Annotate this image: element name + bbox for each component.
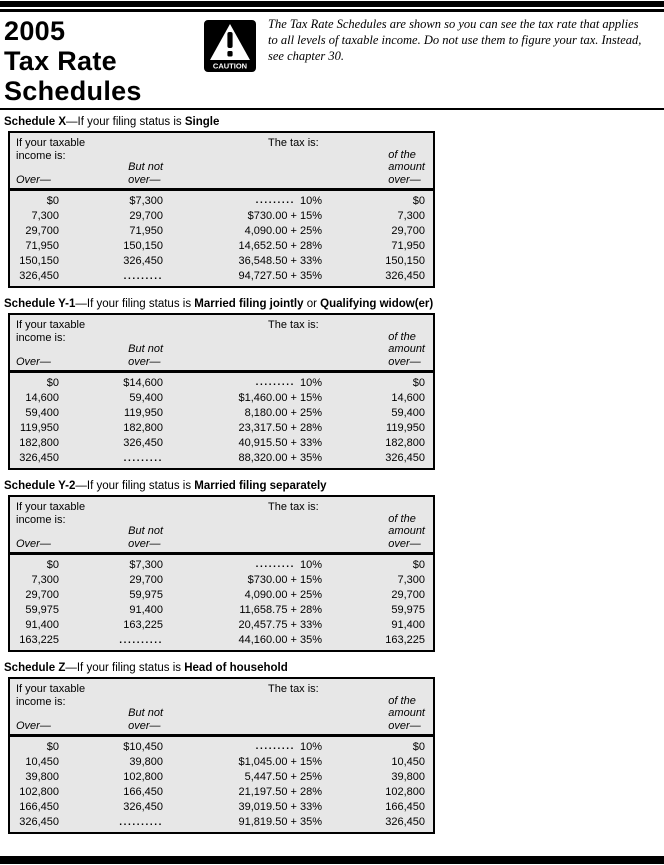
schedule-section bbox=[4, 662, 664, 834]
schedule-title-part: Single bbox=[184, 116, 220, 128]
schedule-section bbox=[4, 116, 664, 288]
tax-value: 39,019.50 + 33% bbox=[238, 801, 322, 813]
tax-value: 44,160.00 + 35% bbox=[238, 634, 322, 646]
cell-of-amount: 10,450 bbox=[391, 756, 425, 768]
cell-over: 7,300 bbox=[31, 574, 59, 586]
cell-over: $0 bbox=[46, 741, 59, 753]
col-header-taxable-income: If your taxable income is: bbox=[16, 683, 86, 708]
table-header bbox=[10, 497, 433, 555]
table-row bbox=[10, 224, 433, 239]
table-row bbox=[10, 194, 433, 209]
tax-value: $730.00 + 15% bbox=[247, 210, 322, 222]
schedule-title bbox=[4, 480, 664, 493]
cell-tax bbox=[168, 239, 328, 254]
tax-value: 21,197.50 + 28% bbox=[238, 786, 322, 798]
schedule-title-part: Schedule Y-1 bbox=[4, 298, 76, 310]
col-header-of-amount-line: of the bbox=[388, 694, 416, 707]
col-header-taxable-income: If your taxable income is: bbox=[16, 137, 86, 162]
cell-over: 14,600 bbox=[25, 392, 59, 404]
col-header-over: Over— bbox=[16, 719, 51, 732]
cell-of-amount: $0 bbox=[412, 741, 425, 753]
bottom-whitespace bbox=[0, 844, 664, 856]
tax-value: 40,915.50 + 33% bbox=[238, 437, 322, 449]
cell-but-not-over: ......... bbox=[123, 453, 163, 464]
col-header-but-not-over-line: over— bbox=[128, 537, 161, 550]
col-header-taxable-income: If your taxable income is: bbox=[16, 319, 86, 344]
cell-over: 10,450 bbox=[25, 756, 59, 768]
cell-over: 326,450 bbox=[19, 452, 59, 464]
col-header-of-amount-line: of the bbox=[388, 512, 416, 525]
col-header-but-not-over bbox=[62, 707, 168, 732]
schedule-title-part: —If your filing status is bbox=[75, 298, 195, 310]
col-header-of-amount-line: over— bbox=[388, 719, 421, 732]
col-header-tax-is: The tax is: bbox=[268, 319, 319, 331]
cell-but-not-over: 29,700 bbox=[129, 210, 163, 222]
tax-value: 20,457.75 + 33% bbox=[238, 619, 322, 631]
cell-tax bbox=[168, 815, 328, 830]
cell-over: 163,225 bbox=[19, 634, 59, 646]
schedules bbox=[0, 110, 664, 844]
cell-over: 119,950 bbox=[20, 422, 59, 434]
col-header-of-amount-line: over— bbox=[388, 537, 421, 550]
schedule-title-part: Schedule Y-2 bbox=[4, 480, 76, 492]
cell-over: 7,300 bbox=[31, 210, 59, 222]
tax-value: 88,320.00 + 35% bbox=[238, 452, 322, 464]
table-header bbox=[10, 679, 433, 737]
cell-of-amount: 14,600 bbox=[391, 392, 425, 404]
cell-of-amount: 163,225 bbox=[385, 634, 425, 646]
table-row bbox=[10, 618, 433, 633]
cell-over: 182,800 bbox=[19, 437, 59, 449]
caution-icon-label: CAUTION bbox=[212, 61, 248, 71]
cell-over: 71,950 bbox=[25, 240, 59, 252]
table-row bbox=[10, 815, 433, 830]
schedule-title-part: Schedule Z bbox=[4, 662, 66, 674]
cell-of-amount: 59,400 bbox=[391, 407, 425, 419]
tax-value: 23,317.50 + 28% bbox=[238, 422, 322, 434]
tax-value: 36,548.50 + 33% bbox=[238, 255, 322, 267]
tax-value: $1,045.00 + 15% bbox=[238, 756, 322, 768]
cell-of-amount: 7,300 bbox=[397, 210, 425, 222]
table-body bbox=[10, 191, 433, 286]
column-header-row bbox=[10, 149, 433, 187]
tax-value: 94,727.50 + 35% bbox=[238, 270, 322, 282]
cell-tax bbox=[168, 573, 328, 588]
col-header-of-amount-line: over— bbox=[388, 173, 421, 186]
cell-but-not-over: 29,700 bbox=[129, 574, 163, 586]
tax-value: 4,090.00 + 25% bbox=[244, 589, 322, 601]
table-row bbox=[10, 633, 433, 648]
dotted-leader: ......... bbox=[255, 195, 295, 206]
cell-tax bbox=[168, 391, 328, 406]
cell-of-amount: $0 bbox=[412, 195, 425, 207]
caution-note-line: to all levels of taxable income. Do not use them to figure your tax. Instead, bbox=[268, 33, 642, 47]
col-header-tax-is: The tax is: bbox=[268, 137, 319, 149]
cell-over: 166,450 bbox=[19, 801, 59, 813]
table-row bbox=[10, 269, 433, 284]
dotted-leader: ......... bbox=[255, 559, 295, 570]
column-header-row bbox=[10, 331, 433, 369]
table-row bbox=[10, 254, 433, 269]
cell-tax bbox=[168, 254, 328, 269]
col-header-but-not-over-line: But not bbox=[128, 343, 163, 355]
cell-tax bbox=[168, 269, 328, 284]
schedule-title bbox=[4, 116, 664, 129]
schedule-section bbox=[4, 298, 664, 470]
cell-tax bbox=[168, 194, 328, 209]
cell-over: $0 bbox=[46, 377, 59, 389]
schedule-title bbox=[4, 662, 664, 675]
table-row bbox=[10, 451, 433, 466]
cell-of-amount: 182,800 bbox=[385, 437, 425, 449]
cell-over: 29,700 bbox=[25, 225, 59, 237]
col-header-over: Over— bbox=[16, 173, 51, 186]
schedule-title bbox=[4, 298, 664, 311]
col-header-but-not-over bbox=[62, 161, 168, 186]
schedule-title-part: Schedule X bbox=[4, 116, 66, 128]
table-row bbox=[10, 406, 433, 421]
cell-tax bbox=[168, 588, 328, 603]
cell-over: $0 bbox=[46, 559, 59, 571]
page-title bbox=[4, 16, 204, 106]
cell-but-not-over: 163,225 bbox=[123, 619, 163, 631]
col-header-over: Over— bbox=[16, 537, 51, 550]
cell-tax bbox=[168, 436, 328, 451]
cell-but-not-over: .......... bbox=[119, 635, 163, 646]
caution-note bbox=[268, 16, 641, 64]
schedule-title-part: Married filing separately bbox=[194, 480, 327, 492]
cell-over: 326,450 bbox=[19, 816, 59, 828]
cell-but-not-over: 150,150 bbox=[123, 240, 163, 252]
cell-tax bbox=[168, 770, 328, 785]
dotted-leader: ......... bbox=[255, 741, 295, 752]
col-header-but-not-over-line: over— bbox=[128, 173, 161, 186]
col-header-over: Over— bbox=[16, 355, 51, 368]
table-body bbox=[10, 373, 433, 468]
col-header-of-amount-line: amount bbox=[388, 161, 425, 173]
cell-of-amount: 326,450 bbox=[385, 816, 425, 828]
col-header-but-not-over-line: But not bbox=[128, 707, 163, 719]
schedule-title-part: Married filing jointly bbox=[194, 298, 304, 310]
col-header-of-amount-over bbox=[328, 513, 433, 551]
table-row bbox=[10, 558, 433, 573]
table-row bbox=[10, 800, 433, 815]
dotted-leader: ......... bbox=[255, 377, 295, 388]
table-row bbox=[10, 239, 433, 254]
col-header-but-not-over bbox=[62, 525, 168, 550]
table-row bbox=[10, 785, 433, 800]
cell-but-not-over: 91,400 bbox=[129, 604, 163, 616]
tax-value: 14,652.50 + 28% bbox=[238, 240, 322, 252]
cell-over: 91,400 bbox=[25, 619, 59, 631]
col-header-of-amount-line: over— bbox=[388, 355, 421, 368]
table-row bbox=[10, 376, 433, 391]
tax-value: 10% bbox=[299, 195, 322, 207]
col-header-but-not-over-line: over— bbox=[128, 719, 161, 732]
schedule-title-part: Head of household bbox=[184, 662, 288, 674]
cell-tax bbox=[168, 603, 328, 618]
cell-but-not-over: 71,950 bbox=[129, 225, 163, 237]
table-row bbox=[10, 740, 433, 755]
schedule-section bbox=[4, 480, 664, 652]
col-header-but-not-over bbox=[62, 343, 168, 368]
tax-rate-table bbox=[8, 313, 435, 470]
column-header-row bbox=[10, 695, 433, 733]
col-header-taxable-income: If your taxable income is: bbox=[16, 501, 86, 526]
cell-but-not-over: .......... bbox=[119, 817, 163, 828]
document-header bbox=[0, 12, 664, 108]
cell-of-amount: 326,450 bbox=[385, 452, 425, 464]
cell-over: 59,975 bbox=[25, 604, 59, 616]
schedule-title-part: —If your filing status is bbox=[65, 662, 185, 674]
cell-of-amount: 71,950 bbox=[391, 240, 425, 252]
col-header-tax-is: The tax is: bbox=[268, 501, 319, 513]
schedule-title-part: Qualifying widow(er) bbox=[320, 298, 434, 310]
cell-but-not-over: 39,800 bbox=[129, 756, 163, 768]
cell-but-not-over: $14,600 bbox=[123, 377, 163, 389]
col-header-but-not-over-line: But not bbox=[128, 161, 163, 173]
caution-icon bbox=[204, 20, 256, 77]
cell-of-amount: 102,800 bbox=[385, 786, 425, 798]
col-header-of-amount-line: of the bbox=[388, 148, 416, 161]
cell-of-amount: $0 bbox=[412, 559, 425, 571]
cell-of-amount: 59,975 bbox=[391, 604, 425, 616]
cell-tax bbox=[168, 558, 328, 573]
col-header-of-amount-line: of the bbox=[388, 330, 416, 343]
cell-tax bbox=[168, 785, 328, 800]
cell-over: $0 bbox=[46, 195, 59, 207]
cell-tax bbox=[168, 740, 328, 755]
tax-value: 8,180.00 + 25% bbox=[244, 407, 322, 419]
page-title-line: Schedules bbox=[4, 76, 142, 106]
tax-value: 10% bbox=[299, 377, 322, 389]
caution-note-line: see chapter 30. bbox=[268, 49, 345, 63]
cell-over: 102,800 bbox=[19, 786, 59, 798]
table-row bbox=[10, 421, 433, 436]
cell-of-amount: 91,400 bbox=[391, 619, 425, 631]
table-header bbox=[10, 133, 433, 191]
table-row bbox=[10, 755, 433, 770]
cell-tax bbox=[168, 633, 328, 648]
cell-but-not-over: $7,300 bbox=[129, 559, 163, 571]
tax-value: $1,460.00 + 15% bbox=[238, 392, 322, 404]
cell-over: 29,700 bbox=[25, 589, 59, 601]
cell-of-amount: 326,450 bbox=[385, 270, 425, 282]
cell-of-amount: 39,800 bbox=[391, 771, 425, 783]
cell-tax bbox=[168, 618, 328, 633]
table-row bbox=[10, 391, 433, 406]
cell-of-amount: 29,700 bbox=[391, 589, 425, 601]
table-row bbox=[10, 588, 433, 603]
cell-but-not-over: ......... bbox=[123, 271, 163, 282]
cell-of-amount: 29,700 bbox=[391, 225, 425, 237]
schedule-title-part: —If your filing status is bbox=[66, 116, 185, 128]
cell-but-not-over: 59,975 bbox=[129, 589, 163, 601]
cell-over: 59,400 bbox=[25, 407, 59, 419]
page-title-line: 2005 bbox=[4, 16, 66, 46]
cell-tax bbox=[168, 451, 328, 466]
col-header-but-not-over-line: But not bbox=[128, 525, 163, 537]
cell-but-not-over: 326,450 bbox=[123, 255, 163, 267]
column-header-row bbox=[10, 513, 433, 551]
cell-but-not-over: 166,450 bbox=[123, 786, 163, 798]
tax-value: 91,819.50 + 35% bbox=[238, 816, 322, 828]
cell-tax bbox=[168, 800, 328, 815]
bottom-rule bbox=[0, 856, 664, 864]
col-header-of-amount-line: amount bbox=[388, 343, 425, 355]
tax-value: $730.00 + 15% bbox=[247, 574, 322, 586]
col-header-tax-is: The tax is: bbox=[268, 683, 319, 695]
cell-but-not-over: 119,950 bbox=[124, 407, 163, 419]
tax-value: 10% bbox=[299, 559, 322, 571]
table-row bbox=[10, 770, 433, 785]
cell-but-not-over: 102,800 bbox=[123, 771, 163, 783]
cell-tax bbox=[168, 376, 328, 391]
tax-value: 5,447.50 + 25% bbox=[244, 771, 322, 783]
tax-rate-table bbox=[8, 677, 435, 834]
cell-of-amount: 166,450 bbox=[385, 801, 425, 813]
table-body bbox=[10, 737, 433, 832]
table-row bbox=[10, 436, 433, 451]
table-row bbox=[10, 603, 433, 618]
page-title-line: Tax Rate bbox=[4, 46, 117, 76]
top-rule-thick bbox=[0, 1, 664, 7]
col-header-of-amount-line: amount bbox=[388, 525, 425, 537]
table-row bbox=[10, 573, 433, 588]
cell-tax bbox=[168, 406, 328, 421]
table-body bbox=[10, 555, 433, 650]
cell-but-not-over: $7,300 bbox=[129, 195, 163, 207]
schedule-title-part: or bbox=[303, 298, 321, 310]
col-header-of-amount-over bbox=[328, 695, 433, 733]
cell-of-amount: 150,150 bbox=[385, 255, 425, 267]
cell-over: 150,150 bbox=[19, 255, 59, 267]
col-header-of-amount-over bbox=[328, 331, 433, 369]
cell-tax bbox=[168, 209, 328, 224]
tax-value: 11,658.75 + 28% bbox=[239, 604, 322, 616]
cell-of-amount: 119,950 bbox=[386, 422, 425, 434]
table-row bbox=[10, 209, 433, 224]
table-header bbox=[10, 315, 433, 373]
tax-value: 10% bbox=[299, 741, 322, 753]
cell-over: 326,450 bbox=[19, 270, 59, 282]
col-header-but-not-over-line: over— bbox=[128, 355, 161, 368]
cell-tax bbox=[168, 755, 328, 770]
tax-rate-table bbox=[8, 495, 435, 652]
cell-over: 39,800 bbox=[25, 771, 59, 783]
cell-but-not-over: 59,400 bbox=[129, 392, 163, 404]
col-header-of-amount-line: amount bbox=[388, 707, 425, 719]
cell-of-amount: $0 bbox=[412, 377, 425, 389]
tax-value: 4,090.00 + 25% bbox=[244, 225, 322, 237]
col-header-of-amount-over bbox=[328, 149, 433, 187]
tax-rate-table bbox=[8, 131, 435, 288]
cell-but-not-over: $10,450 bbox=[123, 741, 163, 753]
cell-tax bbox=[168, 421, 328, 436]
cell-tax bbox=[168, 224, 328, 239]
cell-but-not-over: 326,450 bbox=[123, 801, 163, 813]
cell-of-amount: 7,300 bbox=[397, 574, 425, 586]
cell-but-not-over: 182,800 bbox=[123, 422, 163, 434]
cell-but-not-over: 326,450 bbox=[123, 437, 163, 449]
caution-note-line: The Tax Rate Schedules are shown so you can see the tax rate that applies bbox=[268, 17, 639, 31]
schedule-title-part: —If your filing status is bbox=[75, 480, 195, 492]
